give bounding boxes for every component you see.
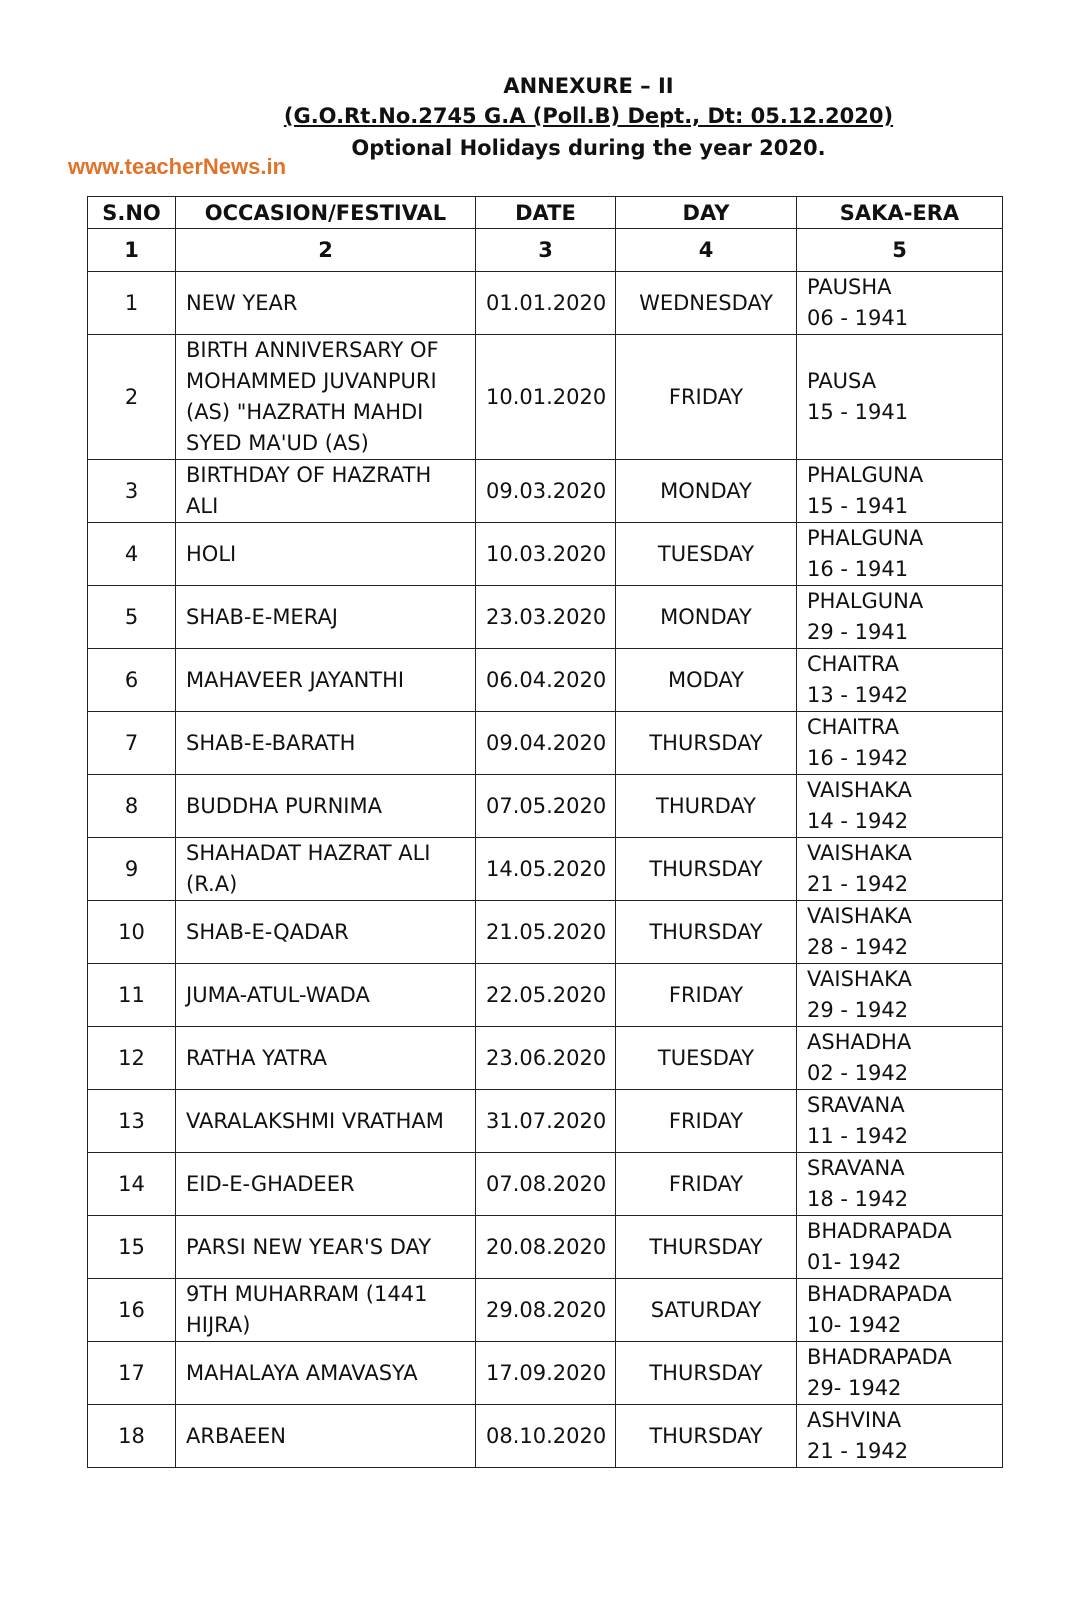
saka-era-cell: PAUSA 15 - 1941 xyxy=(797,335,1003,460)
column-header: DAY xyxy=(616,197,797,229)
serial-number-cell: 18 xyxy=(88,1405,176,1468)
occasion-cell: MAHALAYA AMAVASYA xyxy=(176,1342,476,1405)
saka-era-cell: SRAVANA 18 - 1942 xyxy=(797,1153,1003,1216)
saka-era-cell: CHAITRA 16 - 1942 xyxy=(797,712,1003,775)
occasion-cell: SHAB-E-MERAJ xyxy=(176,586,476,649)
occasion-cell: SHAB-E-BARATH xyxy=(176,712,476,775)
table-row xyxy=(88,335,1003,460)
date-cell: 14.05.2020 xyxy=(476,838,616,901)
date-cell: 31.07.2020 xyxy=(476,1090,616,1153)
saka-era-cell: CHAITRA 13 - 1942 xyxy=(797,649,1003,712)
table-row xyxy=(88,1342,1003,1405)
saka-era-cell: VAISHAKA 28 - 1942 xyxy=(797,901,1003,964)
column-number: 1 xyxy=(88,229,176,272)
day-cell: FRIDAY xyxy=(616,335,797,460)
serial-number-cell: 4 xyxy=(88,523,176,586)
saka-era-cell: BHADRAPADA 10- 1942 xyxy=(797,1279,1003,1342)
serial-number-cell: 13 xyxy=(88,1090,176,1153)
date-cell: 20.08.2020 xyxy=(476,1216,616,1279)
saka-era-cell: BHADRAPADA 01- 1942 xyxy=(797,1216,1003,1279)
table-row xyxy=(88,901,1003,964)
occasion-cell: NEW YEAR xyxy=(176,272,476,335)
serial-number-cell: 17 xyxy=(88,1342,176,1405)
occasion-cell: VARALAKSHMI VRATHAM xyxy=(176,1090,476,1153)
day-cell: MONDAY xyxy=(616,586,797,649)
table-row xyxy=(88,460,1003,523)
table-row xyxy=(88,586,1003,649)
date-cell: 09.03.2020 xyxy=(476,460,616,523)
table-row xyxy=(88,1027,1003,1090)
saka-era-cell: SRAVANA 11 - 1942 xyxy=(797,1090,1003,1153)
serial-number-cell: 1 xyxy=(88,272,176,335)
column-number: 5 xyxy=(797,229,1003,272)
occasion-cell: BUDDHA PURNIMA xyxy=(176,775,476,838)
date-cell: 06.04.2020 xyxy=(476,649,616,712)
serial-number-cell: 6 xyxy=(88,649,176,712)
occasion-cell: SHAB-E-QADAR xyxy=(176,901,476,964)
table-row xyxy=(88,1090,1003,1153)
saka-era-cell: ASHVINA 21 - 1942 xyxy=(797,1405,1003,1468)
saka-era-cell: PHALGUNA 15 - 1941 xyxy=(797,460,1003,523)
table-row xyxy=(88,523,1003,586)
column-header: SAKA-ERA xyxy=(797,197,1003,229)
saka-era-cell: VAISHAKA 14 - 1942 xyxy=(797,775,1003,838)
serial-number-cell: 8 xyxy=(88,775,176,838)
table-row xyxy=(88,1405,1003,1468)
serial-number-cell: 7 xyxy=(88,712,176,775)
saka-era-cell: PAUSHA 06 - 1941 xyxy=(797,272,1003,335)
occasion-cell: EID-E-GHADEER xyxy=(176,1153,476,1216)
occasion-cell: MAHAVEER JAYANTHI xyxy=(176,649,476,712)
table-row xyxy=(88,1153,1003,1216)
saka-era-cell: VAISHAKA 21 - 1942 xyxy=(797,838,1003,901)
occasion-cell: 9TH MUHARRAM (1441 HIJRA) xyxy=(176,1279,476,1342)
serial-number-cell: 10 xyxy=(88,901,176,964)
date-cell: 09.04.2020 xyxy=(476,712,616,775)
column-header: S.NO xyxy=(88,197,176,229)
date-cell: 21.05.2020 xyxy=(476,901,616,964)
table-row xyxy=(88,1216,1003,1279)
serial-number-cell: 2 xyxy=(88,335,176,460)
go-reference: (G.O.Rt.No.2745 G.A (Poll.B) Dept., Dt: 05.12.2020) xyxy=(283,104,894,128)
day-cell: THURDAY xyxy=(616,775,797,838)
occasion-cell: HOLI xyxy=(176,523,476,586)
watermark: www.teacherNews.in xyxy=(68,154,287,179)
day-cell: THURSDAY xyxy=(616,901,797,964)
column-header: DATE xyxy=(476,197,616,229)
occasion-cell: BIRTHDAY OF HAZRATH ALI xyxy=(176,460,476,523)
day-cell: THURSDAY xyxy=(616,712,797,775)
day-cell: THURSDAY xyxy=(616,838,797,901)
day-cell: WEDNESDAY xyxy=(616,272,797,335)
column-header: OCCASION/FESTIVAL xyxy=(176,197,476,229)
serial-number-cell: 3 xyxy=(88,460,176,523)
day-cell: TUESDAY xyxy=(616,523,797,586)
column-number: 4 xyxy=(616,229,797,272)
date-cell: 08.10.2020 xyxy=(476,1405,616,1468)
occasion-cell: RATHA YATRA xyxy=(176,1027,476,1090)
occasion-cell: ARBAEEN xyxy=(176,1405,476,1468)
column-number-row xyxy=(88,229,1003,272)
date-cell: 01.01.2020 xyxy=(476,272,616,335)
day-cell: THURSDAY xyxy=(616,1216,797,1279)
table-row xyxy=(88,649,1003,712)
date-cell: 17.09.2020 xyxy=(476,1342,616,1405)
serial-number-cell: 16 xyxy=(88,1279,176,1342)
day-cell: TUESDAY xyxy=(616,1027,797,1090)
date-cell: 22.05.2020 xyxy=(476,964,616,1027)
table-row xyxy=(88,775,1003,838)
saka-era-cell: PHALGUNA 16 - 1941 xyxy=(797,523,1003,586)
column-number: 2 xyxy=(176,229,476,272)
day-cell: FRIDAY xyxy=(616,1090,797,1153)
serial-number-cell: 14 xyxy=(88,1153,176,1216)
saka-era-cell: VAISHAKA 29 - 1942 xyxy=(797,964,1003,1027)
date-cell: 07.05.2020 xyxy=(476,775,616,838)
header-row xyxy=(88,197,1003,229)
occasion-cell: BIRTH ANNIVERSARY OF MOHAMMED JUVANPURI (AS) "HAZRATH MAHDI SYED MA'UD (AS) xyxy=(176,335,476,460)
column-number: 3 xyxy=(476,229,616,272)
day-cell: THURSDAY xyxy=(616,1342,797,1405)
serial-number-cell: 9 xyxy=(88,838,176,901)
saka-era-cell: ASHADHA 02 - 1942 xyxy=(797,1027,1003,1090)
day-cell: SATURDAY xyxy=(616,1279,797,1342)
occasion-cell: PARSI NEW YEAR'S DAY xyxy=(176,1216,476,1279)
date-cell: 29.08.2020 xyxy=(476,1279,616,1342)
serial-number-cell: 15 xyxy=(88,1216,176,1279)
day-cell: THURSDAY xyxy=(616,1405,797,1468)
occasion-cell: JUMA-ATUL-WADA xyxy=(176,964,476,1027)
serial-number-cell: 12 xyxy=(88,1027,176,1090)
table-row xyxy=(88,272,1003,335)
day-cell: FRIDAY xyxy=(616,964,797,1027)
date-cell: 23.06.2020 xyxy=(476,1027,616,1090)
day-cell: MONDAY xyxy=(616,460,797,523)
table-row xyxy=(88,964,1003,1027)
annexure-heading: ANNEXURE – II xyxy=(503,74,674,98)
occasion-cell: SHAHADAT HAZRAT ALI (R.A) xyxy=(176,838,476,901)
date-cell: 23.03.2020 xyxy=(476,586,616,649)
date-cell: 10.03.2020 xyxy=(476,523,616,586)
saka-era-cell: BHADRAPADA 29- 1942 xyxy=(797,1342,1003,1405)
date-cell: 10.01.2020 xyxy=(476,335,616,460)
table-row xyxy=(88,1279,1003,1342)
saka-era-cell: PHALGUNA 29 - 1941 xyxy=(797,586,1003,649)
day-cell: MODAY xyxy=(616,649,797,712)
serial-number-cell: 11 xyxy=(88,964,176,1027)
date-cell: 07.08.2020 xyxy=(476,1153,616,1216)
holiday-table xyxy=(87,196,1003,1468)
table-row xyxy=(88,712,1003,775)
table-row xyxy=(88,838,1003,901)
document-title: Optional Holidays during the year 2020. xyxy=(351,136,826,160)
day-cell: FRIDAY xyxy=(616,1153,797,1216)
serial-number-cell: 5 xyxy=(88,586,176,649)
